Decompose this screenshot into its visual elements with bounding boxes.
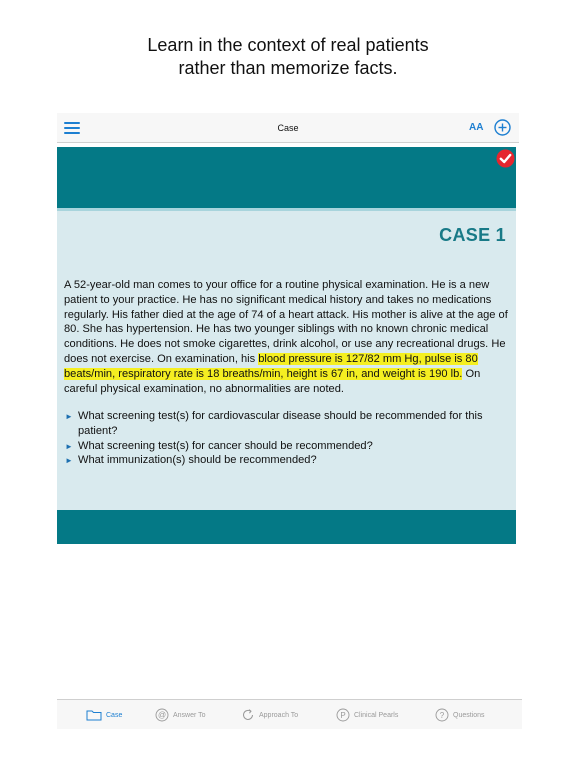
question-text: What screening test(s) for cancer should be recommended? [78,439,373,452]
completed-check-icon[interactable] [496,149,515,168]
case-header-banner [57,147,516,208]
svg-text:?: ? [439,710,445,720]
tab-questions[interactable] [435,700,485,730]
bullet-arrow-icon: ► [65,412,73,421]
tab-answer-to[interactable] [155,700,206,730]
case-content [57,208,516,510]
tab-case[interactable] [86,700,122,730]
case-footer-band [57,510,516,544]
question-item[interactable] [64,409,510,439]
question-text: What screening test(s) for cardiovascular disease should be recommended for this patient? [78,410,483,437]
case-text-intro: A 52-year-old man comes to your office for a routine physical examination. He is a new patient to your practice. He has no significant medical history and takes no medications regularly. His father died at the age of 74 of a heart attack. His mother is alive at the age of 80. She has hypertension. He has two younger siblings with no known chronic medical conditions. He does not smoke cigarettes, drink alcohol, or use any recreational drugs. He does not exercise. On examination, his [64,279,508,365]
promo-headline [0,34,576,80]
case-text-outro: On careful physical examination, no abnormalities are noted. [64,367,481,395]
nav-title: Case [277,123,299,133]
bottom-tab-bar [57,699,522,729]
top-navbar [57,113,519,143]
promo-line-1: Learn in the context of real patients [147,35,429,55]
question-item[interactable] [64,439,510,454]
at-icon [155,708,169,722]
tab-label: Clinical Pearls [354,711,399,719]
case-title: CASE 1 [439,225,506,245]
question-text: What immunization(s) should be recommended? [78,454,317,467]
case-questions-list [64,409,510,468]
folder-icon [86,709,102,721]
tab-label: Approach To [259,711,299,719]
hamburger-menu-icon[interactable] [64,122,80,134]
question-item[interactable] [64,453,510,468]
case-description [64,278,510,396]
font-size-button[interactable]: AA [469,122,484,133]
refresh-icon [241,708,255,722]
add-circle-icon[interactable] [494,119,511,136]
tab-label: Case [106,711,123,719]
svg-text:@: @ [157,710,167,720]
promo-line-2: rather than memorize facts. [178,58,398,78]
tab-approach-to[interactable] [241,700,298,730]
tab-label: Answer To [173,711,206,719]
tab-label: Questions [453,711,485,719]
svg-text:P: P [340,710,346,720]
pearl-icon [336,708,350,722]
vitals-highlight: blood pressure is 127/82 mm Hg, pulse is 80 beats/min, respiratory rate is 18 breaths/min, height is 67 in, and weight is 190 lb. [64,352,478,380]
tab-clinical-pearls[interactable] [336,700,398,730]
bullet-arrow-icon: ► [65,441,73,451]
question-icon [435,708,449,722]
bullet-arrow-icon: ► [65,456,73,466]
